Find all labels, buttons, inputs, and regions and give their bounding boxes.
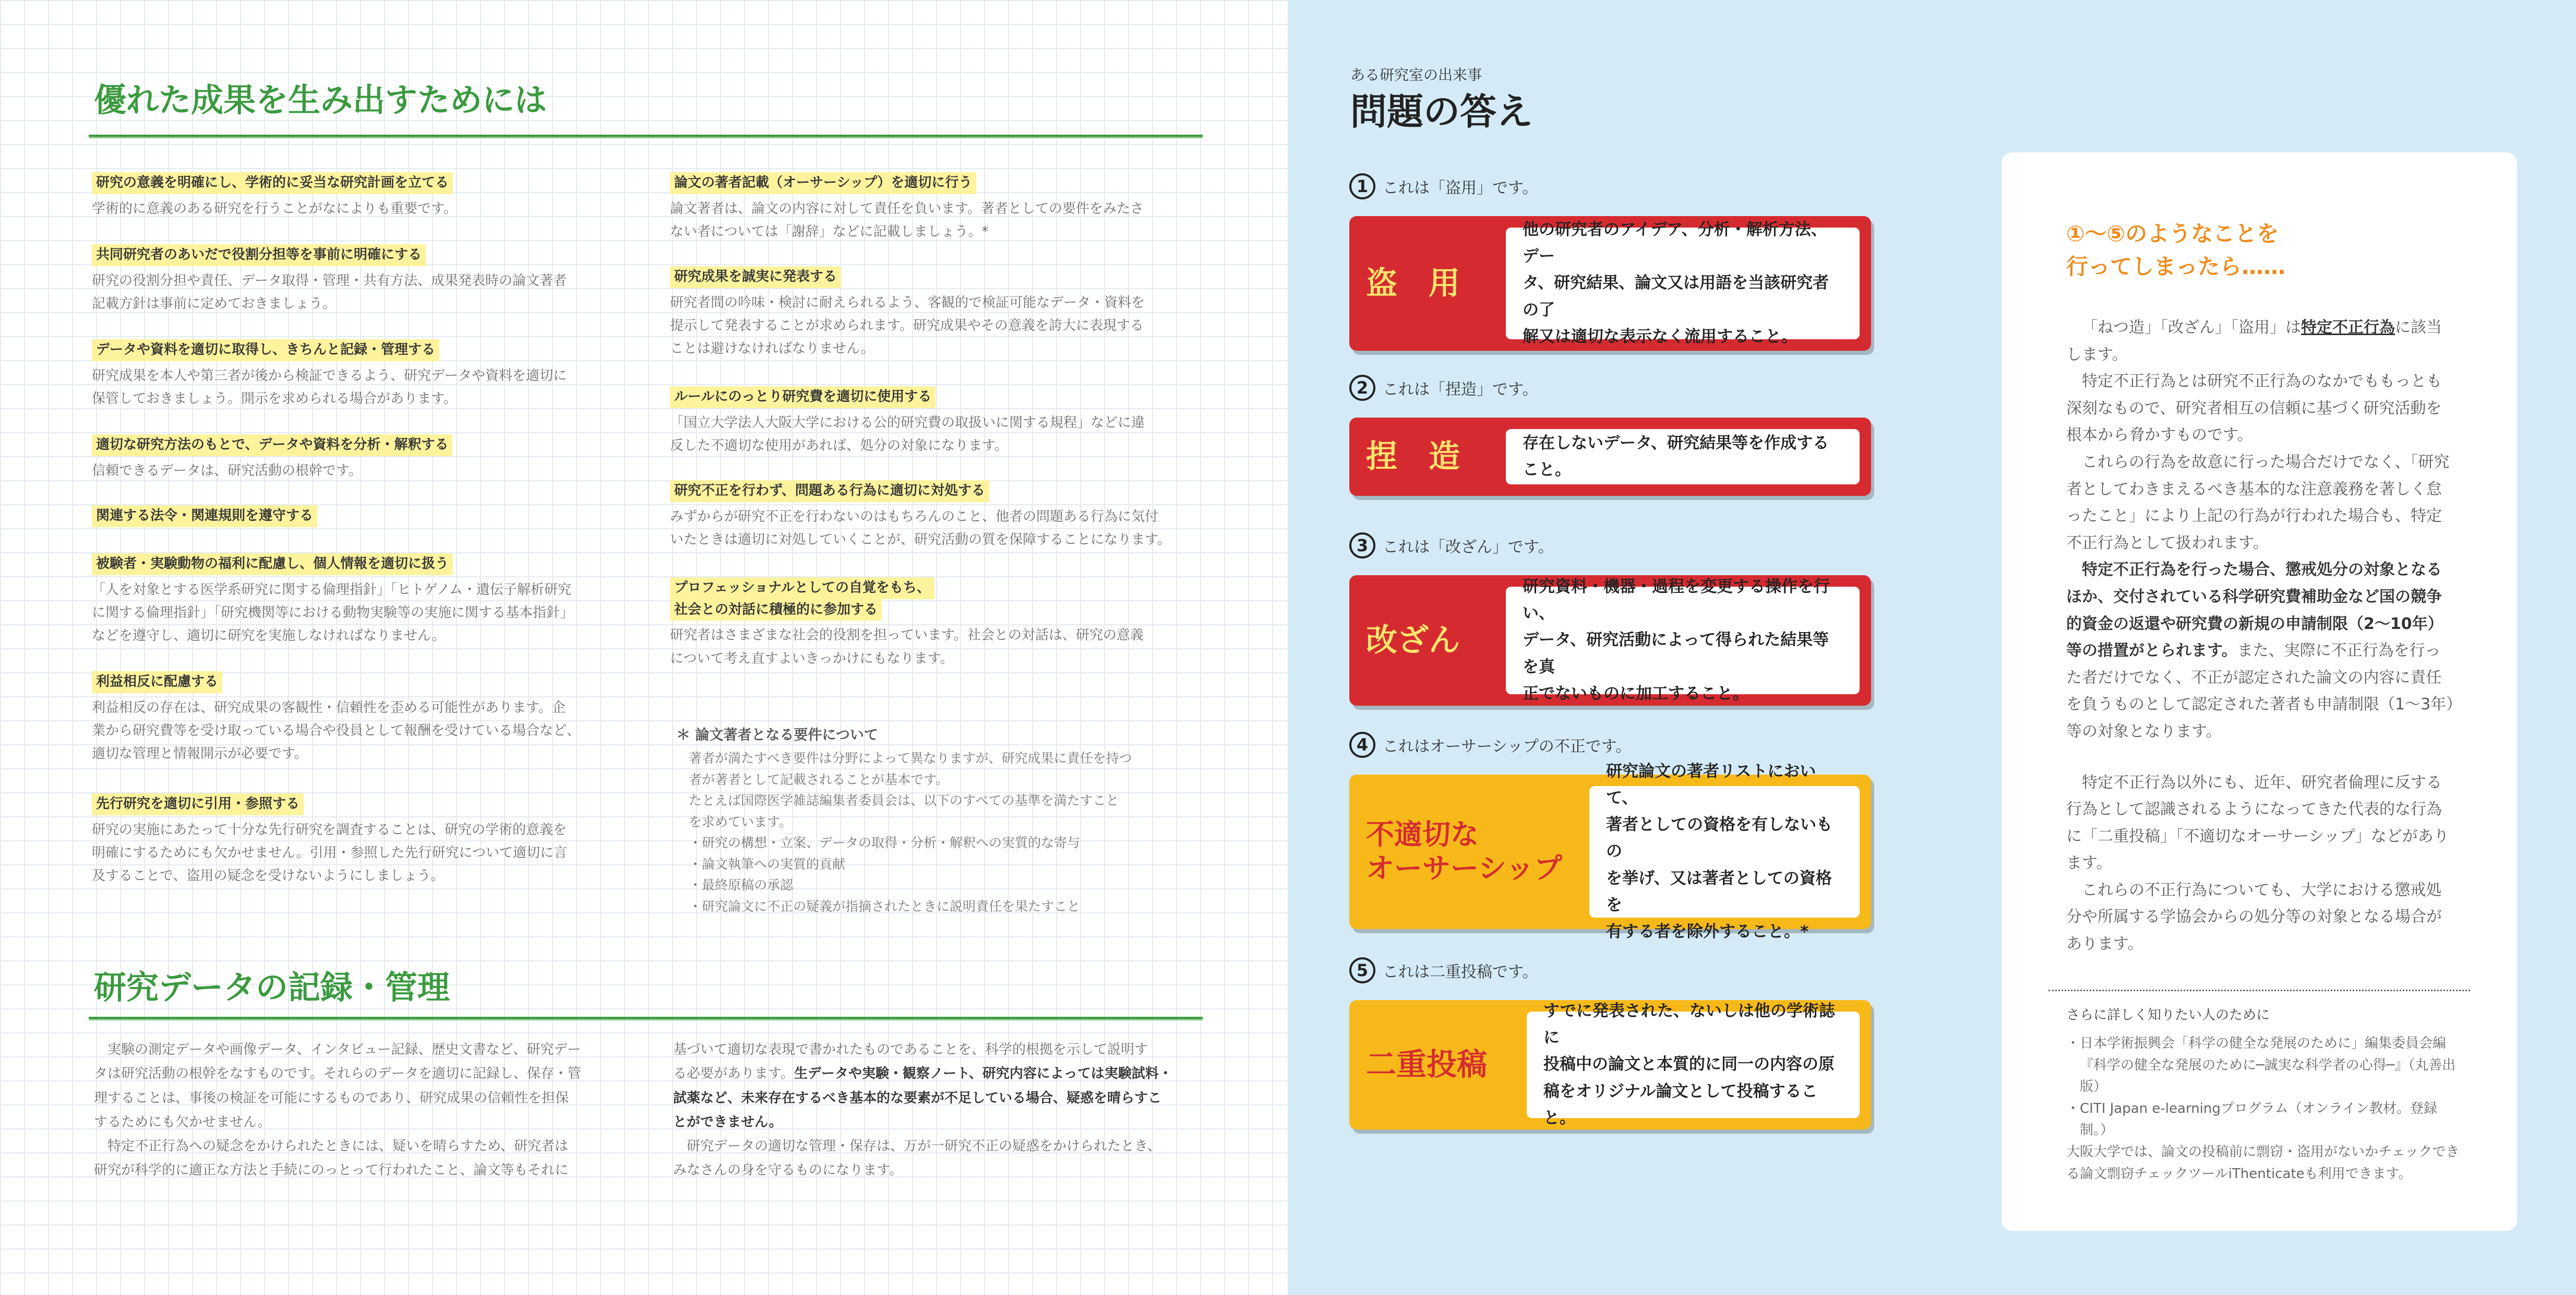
note-heading: ＊ 論文著者となる要件について bbox=[676, 727, 878, 743]
answer-term-text bbox=[1366, 818, 1562, 886]
para-emphasis: 試薬など、未来存在するべき基本的な要素が不足している場合、疑惑を晴らすこ bbox=[673, 1090, 1162, 1106]
definition-line: 他の研究者のアイデア、分析・解析方法、デー bbox=[1523, 220, 1827, 266]
guideline-heading: 共同研究者のあいだで役割分担等を事前に明確にする bbox=[92, 244, 426, 266]
term-line: 不適切な bbox=[1366, 818, 1479, 851]
guideline-item bbox=[670, 386, 1207, 457]
description-line: みずからが研究不正を行わないのはもちろんのこと、他者の問題ある行為に気付 bbox=[670, 508, 1159, 525]
definition-line: データ、研究活動によって得られた結果等を真 bbox=[1523, 631, 1829, 676]
panel-emphasis: 特定不正行為を行った場合、懲戒処分の対象となるほか、交付されている科学研究費補助金など国の競争的資金の返還や研究費の新規の申請制限（2〜10年）等の措置がとられます。 bbox=[2066, 561, 2443, 660]
page-title: 問題の答え bbox=[1350, 90, 1533, 133]
further-reading-item: ・日本学術振興会「科学の健全な発展のために」編集委員会編『科学の健全な発展のために─誠実な科学者の心得─』（丸善出版） bbox=[2066, 1036, 2456, 1095]
para-line: 特定不正行為への疑念をかけられたときには、疑いを晴らすため、研究者は bbox=[94, 1138, 568, 1155]
kicker: ある研究室の出来事 bbox=[1350, 66, 1482, 84]
panel-paragraph: これらの行為を故意に行った場合だけでなく、「研究者としてわきまえるべき基本的な注意義務を著しく怠ったこと」により上記の行為が行われた場合も、特定不正行為として扱われます。 bbox=[2066, 453, 2450, 552]
guideline-item bbox=[92, 671, 629, 765]
guideline-heading: 研究成果を誠実に発表する bbox=[670, 266, 841, 288]
data-management-col2 bbox=[673, 1038, 1205, 1183]
answer-box bbox=[1349, 575, 1871, 706]
definition-line: 存在しないデータ、研究結果等を作成すること。 bbox=[1523, 433, 1829, 479]
guideline-description bbox=[92, 696, 629, 766]
answer-term-text bbox=[1366, 622, 1460, 659]
definition-line: 研究論文の著者リストにおいて、 bbox=[1606, 762, 1816, 808]
description-line: について考え直すよいきっかけにもなります。 bbox=[670, 650, 954, 667]
answer-term bbox=[1366, 418, 1491, 496]
term-line: オーサーシップ bbox=[1366, 852, 1562, 885]
section-title-achievements: 優れた成果を生み出すためには bbox=[94, 81, 547, 119]
answer-box bbox=[1349, 762, 1871, 941]
guideline-heading: 研究不正を行わず、問題ある行為に適切に対処する bbox=[670, 480, 989, 502]
further-reading bbox=[2066, 1004, 2463, 1185]
description-line: 明確にするためにも欠かせません。引用・参照した先行研究について適切に言 bbox=[92, 845, 568, 861]
guideline-heading: 利益相反に配慮する bbox=[92, 671, 222, 693]
description-line: 信頼できるデータは、研究活動の根幹です。 bbox=[92, 462, 362, 479]
description-line: 業から研究費等を受け取っている場合や役員として報酬を受けている場合など、 bbox=[92, 722, 581, 739]
panel-heading-line: ①〜⑤のようなことを bbox=[2066, 221, 2279, 246]
guideline-item bbox=[670, 577, 1207, 670]
para-line: 研究が科学的に適正な方法と手続にのっとって行われたこと、論文等もそれに bbox=[94, 1162, 569, 1179]
description-line: 反した不適切な使用があれば、処分の対象になります。 bbox=[670, 437, 1008, 454]
note-line: ・研究論文に不正の疑義が指摘されたときに説明責任を果たすこと bbox=[689, 898, 1081, 914]
answer-caption bbox=[1349, 532, 1554, 559]
answer-term bbox=[1366, 775, 1575, 929]
note-line: 者が著者として記載されることが基本です。 bbox=[689, 771, 949, 787]
section-title-data-management: 研究データの記録・管理 bbox=[94, 968, 450, 1006]
description-line: ことは避けなければなりません。 bbox=[670, 341, 874, 357]
definition-line: 解又は適切な表示なく流用すること。 bbox=[1523, 327, 1798, 346]
definition-line: 正でないものに加工すること。 bbox=[1523, 684, 1749, 703]
note-line: ・研究の構想・立案、データの取得・分析・解釈への実質的な寄与 bbox=[689, 835, 1081, 850]
panel-text: また、実際に不正行為を行った者だけでなく、不正が認定された論文の内容に責任を負うものとして認定された著者も申請制限（1〜3年）等の対象となります。 bbox=[2066, 641, 2454, 741]
para-line: みなさんの身を守るものになります。 bbox=[673, 1162, 903, 1179]
para-line: 基づいて適切な表現で書かれたものであることを、科学的根拠を示して説明す bbox=[673, 1042, 1148, 1058]
answer-definition bbox=[1506, 220, 1860, 346]
answer-definition bbox=[1506, 429, 1860, 484]
guideline-item bbox=[92, 434, 629, 482]
definition-line: 投稿中の論文と本質的に同一の内容の原 bbox=[1543, 1055, 1835, 1074]
guideline-item bbox=[92, 244, 629, 315]
definition-line: 稿をオリジナル論文として投稿すること。 bbox=[1543, 1082, 1818, 1127]
guideline-description bbox=[92, 364, 629, 410]
guideline-heading: ルールにのっとり研究費を適切に使用する bbox=[670, 386, 936, 408]
guideline-heading: 論文の著者記載（オーサーシップ）を適切に行う bbox=[670, 172, 976, 194]
guideline-description bbox=[92, 459, 629, 482]
definition-line: 著者としての資格を有しないもの bbox=[1606, 815, 1832, 861]
guideline-heading: 先行研究を適切に引用・参照する bbox=[92, 793, 304, 815]
note-line: ・最終原稿の承認 bbox=[689, 877, 794, 893]
caption-text: これはオーサーシップの不正です。 bbox=[1383, 738, 1632, 756]
term-line: 二重投稿 bbox=[1366, 1047, 1488, 1083]
description-line: いたときは適切に対処していくことが、研究活動の質を保障することになります。 bbox=[670, 531, 1171, 548]
panel-paragraph: これらの不正行為についても、大学における懲戒処分や所属する学協会からの処分等の対象となる場合があります。 bbox=[2066, 881, 2442, 954]
guideline-heading: プロフェッショナルとしての自覚をもち、 bbox=[670, 577, 934, 599]
guideline-item bbox=[92, 172, 629, 220]
description-line: 利益相反の存在は、研究成果の客観性・信頼性を歪める可能性があります。企 bbox=[92, 699, 566, 716]
guideline-heading: 適切な研究方法のもとで、データや資料を分析・解釈する bbox=[92, 434, 452, 456]
description-line: 研究成果を本人や第三者が後から検証できるよう、研究データや資料を適切に bbox=[92, 367, 567, 384]
further-reading-heading: さらに詳しく知りたい人のために bbox=[2066, 1007, 2270, 1023]
guideline-description bbox=[92, 269, 629, 315]
panel-text: に該当します。 bbox=[2066, 318, 2442, 364]
guideline-item bbox=[670, 480, 1207, 551]
caption-text: これは「盗用」です。 bbox=[1383, 179, 1538, 197]
panel-paragraph: 特定不正行為とは研究不正行為のなかでももっとも深刻なもので、研究者相互の信頼に基づく研究活動を根本から脅かすものです。 bbox=[2066, 372, 2442, 445]
guideline-description bbox=[92, 578, 629, 648]
para-line: するためにも欠かせません。 bbox=[94, 1114, 271, 1130]
caption-text: これは「改ざん」です。 bbox=[1383, 538, 1554, 556]
definition-line: すでに発表された、ないしは他の学術誌に bbox=[1543, 1002, 1835, 1048]
guideline-item bbox=[670, 172, 1207, 243]
definition-line: タ、研究結果、論文又は用語を当該研究者の了 bbox=[1523, 274, 1829, 319]
para-text: る必要があります。 bbox=[673, 1066, 794, 1082]
definition-text bbox=[1523, 574, 1843, 707]
para-emphasis: とができません。 bbox=[673, 1114, 783, 1130]
answer-box bbox=[1349, 418, 1871, 496]
answer-box bbox=[1349, 1000, 1871, 1130]
consequences-panel bbox=[2002, 152, 2517, 1231]
description-line: 論文著者は、論文の内容に対して責任を負います。著者としての要件をみたさ bbox=[670, 200, 1144, 217]
description-line: ない者については「謝辞」などに記載しましょう。* bbox=[670, 223, 989, 240]
number-circle: 4 bbox=[1349, 732, 1375, 758]
description-line: 及することで、盗用の疑念を受けないようにしましょう。 bbox=[92, 868, 445, 884]
data-management-col1 bbox=[94, 1038, 626, 1183]
section-rule bbox=[89, 1017, 1203, 1020]
panel-paragraph: 特定不正行為以外にも、近年、研究者倫理に反する行為として認識されるようになってきた代表的な行為に「二重投稿」「不適切なオーサーシップ」などがあります。 bbox=[2066, 773, 2449, 873]
definition-text bbox=[1523, 217, 1843, 350]
definition-line: を挙げ、又は著者としての資格を bbox=[1606, 869, 1832, 914]
answer-definition bbox=[1506, 577, 1860, 703]
answer-term bbox=[1366, 216, 1491, 351]
description-line: 記載方針は事前に定めておきましょう。 bbox=[92, 295, 337, 312]
description-line: などを遵守し、適切に研究を実施しなければなりません。 bbox=[92, 628, 446, 644]
para-line bbox=[673, 1062, 1205, 1086]
guideline-item bbox=[670, 266, 1207, 360]
answer-term-text bbox=[1366, 438, 1460, 476]
guideline-description bbox=[670, 291, 1207, 361]
description-line: 研究の実施にあたって十分な先行研究を調査することは、研究の学術的意義を bbox=[92, 822, 567, 838]
number-circle: 1 bbox=[1349, 173, 1375, 199]
panel-term-underlined: 特定不正行為 bbox=[2301, 318, 2395, 337]
caption-text: これは二重投稿です。 bbox=[1383, 963, 1538, 981]
answer-caption bbox=[1349, 375, 1538, 401]
description-line: 提示して発表することが求められます。研究成果やその意義を誇大に表現する bbox=[670, 317, 1144, 334]
note-line: 著者が満たすべき要件は分野によって異なりますが、研究成果に責任を持つ bbox=[689, 751, 1132, 766]
caption-text: これは「捏造」です。 bbox=[1383, 381, 1538, 399]
divider bbox=[2048, 990, 2470, 991]
answer-box bbox=[1349, 216, 1871, 351]
definition-text bbox=[1606, 758, 1843, 945]
authorship-note bbox=[676, 723, 1198, 917]
para-line: タは研究活動の根幹をなすものです。それらのデータを適切に記録し、保存・管 bbox=[94, 1066, 581, 1082]
para-line: 理することは、事後の検証を可能にするものであり、研究成果の信頼性を担保 bbox=[94, 1090, 569, 1106]
number-circle: 5 bbox=[1349, 957, 1375, 983]
term-line: 盗 用 bbox=[1366, 265, 1460, 302]
para-line: 研究データの適切な管理・保存は、万が一研究不正の疑惑をかけられたとき、 bbox=[673, 1138, 1161, 1155]
guideline-heading: データや資料を適切に取得し、きちんと記録・管理する bbox=[92, 339, 439, 361]
answer-term-text bbox=[1366, 1047, 1487, 1083]
definition-line: 有する者を除外すること。* bbox=[1606, 922, 1809, 941]
note-line: ・論文執筆への実質的貢献 bbox=[689, 856, 846, 872]
panel-heading-line: 行ってしまったら…… bbox=[2066, 254, 2286, 279]
further-reading-list bbox=[2066, 1033, 2463, 1142]
description-line: 保管しておきましょう。開示を求められる場合があります。 bbox=[92, 390, 457, 407]
note-line: を求めています。 bbox=[689, 814, 793, 829]
panel-body bbox=[2066, 314, 2454, 958]
guideline-heading: 被験者・実験動物の福利に配慮し、個人情報を適切に扱う bbox=[92, 553, 453, 575]
guideline-description bbox=[670, 411, 1207, 457]
panel-text: 「ねつ造」「改ざん」「盗用」は bbox=[2082, 318, 2301, 337]
definition-text bbox=[1523, 430, 1843, 483]
description-line: 研究者はさまざまな社会的役割を担っています。社会との対話は、研究の意義 bbox=[670, 627, 1144, 644]
guideline-description bbox=[92, 818, 629, 888]
guideline-description bbox=[670, 197, 1207, 243]
description-line: 適切な管理と情報開示が必要です。 bbox=[92, 746, 308, 762]
answer-term bbox=[1366, 575, 1491, 706]
number-circle: 3 bbox=[1349, 532, 1375, 559]
section-rule bbox=[89, 135, 1203, 138]
guideline-description bbox=[92, 197, 629, 220]
para-emphasis: 生データや実験・観察ノート、研究内容によっては実験試料・ bbox=[794, 1066, 1172, 1082]
guideline-item bbox=[92, 793, 629, 887]
guideline-description bbox=[670, 505, 1207, 551]
guideline-heading: 社会との対話に積極的に参加する bbox=[670, 599, 882, 621]
guideline-description bbox=[670, 624, 1207, 670]
description-line: 研究者間の吟味・検討に耐えられるよう、客観的で検証可能なデータ・資料を bbox=[670, 294, 1145, 311]
definition-line: 研究資料・機器・過程を変更する操作を行い、 bbox=[1523, 577, 1830, 623]
guideline-item bbox=[92, 339, 629, 410]
description-line: 「人を対象とする医学系研究に関する倫理指針」「ヒトゲノム・遺伝子解析研究 bbox=[92, 581, 571, 598]
answer-term bbox=[1366, 1000, 1512, 1130]
definition-text bbox=[1543, 998, 1843, 1132]
answer-caption bbox=[1349, 957, 1538, 983]
answer-caption bbox=[1349, 173, 1538, 199]
answer-term-text bbox=[1366, 265, 1460, 302]
term-line: 捏 造 bbox=[1366, 438, 1460, 475]
answer-definition bbox=[1527, 1002, 1860, 1127]
further-reading-note: 大阪大学では、論文の投稿前に剽窃・盗用がないかチェックできる論文剽窃チェックツールiThenticateも利用できます。 bbox=[2066, 1144, 2460, 1182]
para-line: 実験の測定データや画像データ、インタビュー記録、歴史文書など、研究デー bbox=[94, 1042, 581, 1058]
guideline-item bbox=[92, 553, 629, 647]
guideline-heading: 関連する法令・関連規則を遵守する bbox=[92, 505, 317, 527]
note-line: たとえば国際医学雑誌編集者委員会は、以下のすべての基準を満たすこと bbox=[689, 793, 1119, 808]
number-circle: 2 bbox=[1349, 375, 1375, 401]
description-line: に関する倫理指針」「研究機関等における動物実験等の実施に関する基本指針」 bbox=[92, 604, 574, 621]
answer-caption bbox=[1349, 732, 1631, 758]
answer-definition bbox=[1589, 762, 1860, 941]
guideline-item bbox=[92, 505, 629, 530]
description-line: 研究の役割分担や責任、データ取得・管理・共有方法、成果発表時の論文著者 bbox=[92, 272, 567, 289]
panel-heading bbox=[2066, 217, 2285, 283]
guideline-heading: 研究の意義を明確にし、学術的に妥当な研究計画を立てる bbox=[92, 172, 453, 194]
description-line: 「国立大学法人大阪大学における公的研究費の取扱いに関する規程」などに違 bbox=[670, 414, 1145, 431]
term-line: 改ざん bbox=[1366, 622, 1460, 659]
note-body bbox=[689, 748, 1198, 917]
further-reading-item: ・CITI Japan e-learningプログラム（オンライン教材。登録制。） bbox=[2066, 1100, 2437, 1138]
description-line: 学術的に意義のある研究を行うことがなによりも重要です。 bbox=[92, 200, 457, 217]
